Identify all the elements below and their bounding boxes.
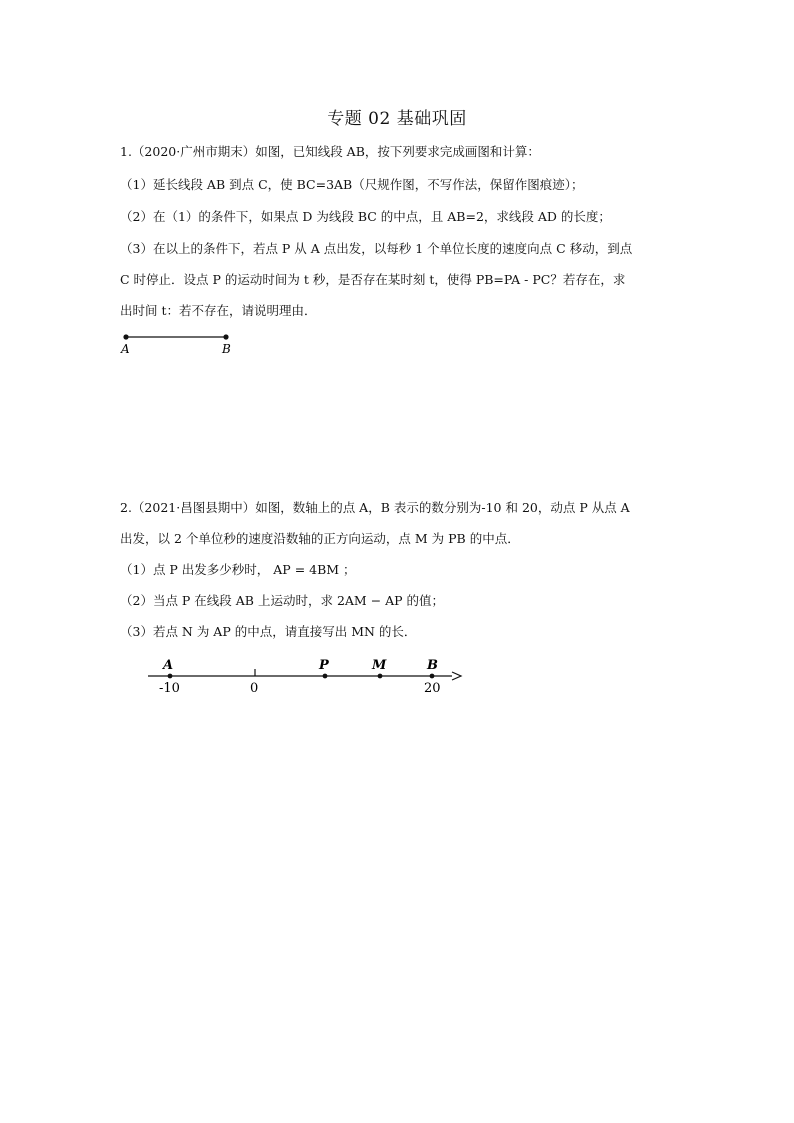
point-p-label: P bbox=[319, 658, 329, 673]
point-b-dot bbox=[223, 334, 228, 339]
problem1-line-6: 出时间 t：若不存在，请说明理由． bbox=[120, 303, 317, 318]
number-line-figure bbox=[140, 654, 470, 700]
problem2-line-2: 出发，以 2 个单位秒的速度沿数轴的正方向运动，点 M 为 PB 的中点． bbox=[120, 531, 520, 546]
point-m-dot bbox=[378, 674, 383, 679]
point-b-label: B bbox=[222, 342, 231, 356]
point-b-dot bbox=[430, 674, 435, 679]
tick-label-a: -10 bbox=[159, 681, 180, 696]
problem1-line-2: （1）延长线段 AB 到点 C，使 BC=3AB（尺规作图，不写作法，保留作图痕迹）； bbox=[120, 177, 584, 192]
problem1-line-1: 1.（2020·广州市期末）如图，已知线段 AB，按下列要求完成画图和计算： bbox=[120, 144, 540, 159]
problem2-line-5: （3）若点 N 为 AP 的中点，请直接写出 MN 的长． bbox=[120, 624, 417, 639]
problem2-line-3: （1）点 P 出发多少秒时， AP = 4BM ； bbox=[120, 562, 356, 577]
point-a-label: A bbox=[163, 658, 174, 673]
page-title: 专题 02 基础巩固 bbox=[327, 109, 467, 129]
problem1-line-5: C 时停止．设点 P 的运动时间为 t 秒，是否存在某时刻 t，使得 PB=PA - PC？若存在，求 bbox=[120, 272, 626, 287]
point-p-dot bbox=[323, 674, 328, 679]
point-b-label: B bbox=[427, 658, 438, 673]
tick-label-zero: 0 bbox=[250, 681, 259, 696]
point-a-dot bbox=[123, 334, 128, 339]
point-a-dot bbox=[168, 674, 173, 679]
problem2-line-1: 2.（2021·昌图县期中）如图，数轴上的点 A，B 表示的数分别为-10 和 20，动点 P 从点 A bbox=[120, 500, 630, 515]
number-line-arrow-icon bbox=[452, 672, 461, 680]
point-m-label: M bbox=[372, 658, 387, 673]
problem1-line-4: （3）在以上的条件下，若点 P 从 A 点出发，以每秒 1 个单位长度的速度向点 C 移动，到点 bbox=[120, 241, 633, 256]
segment-ab-figure bbox=[115, 330, 245, 360]
point-a-label: A bbox=[121, 342, 130, 356]
tick-label-b: 20 bbox=[424, 681, 441, 696]
problem2-line-4: （2）当点 P 在线段 AB 上运动时，求 2AM − AP 的值； bbox=[120, 593, 445, 608]
problem1-line-3: （2）在（1）的条件下，如果点 D 为线段 BC 的中点，且 AB=2，求线段 AD 的长度； bbox=[120, 209, 611, 224]
